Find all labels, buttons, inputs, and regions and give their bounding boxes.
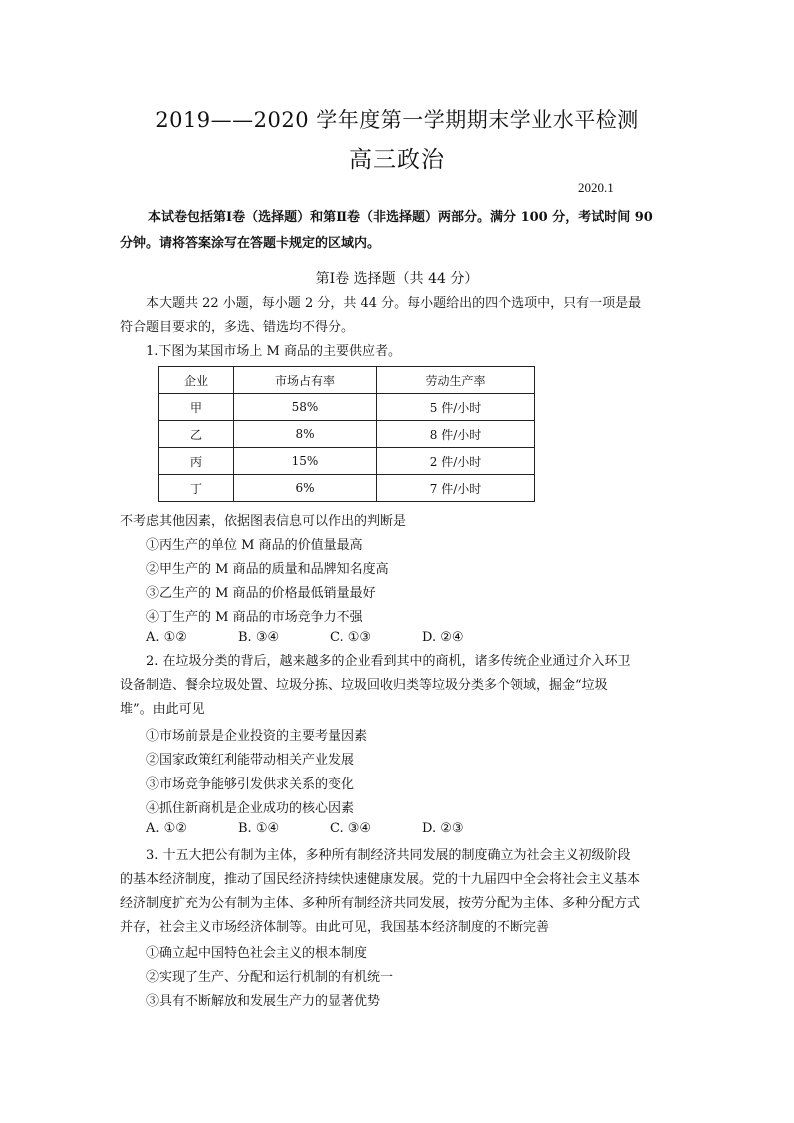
table-cell: 7 件/小时 (377, 475, 535, 502)
q2-option-b[interactable]: B. ①④ (238, 821, 280, 836)
q2-option-c[interactable]: C. ③④ (330, 821, 372, 836)
table-header-cell: 劳动生产率 (377, 367, 535, 394)
table-cell: 甲 (159, 394, 234, 421)
table-row (159, 394, 535, 421)
table-header-cell: 企业 (159, 367, 234, 394)
exam-subject: 高三政治 (349, 147, 445, 173)
q3-item-1: ①确立起中国特色社会主义的根本制度 (146, 946, 368, 961)
q3-stem-line-3: 经济制度扩充为公有制为主体、多种所有制经济共同发展，按劳分配为主体、多种分配方式 (120, 896, 641, 911)
q2-stem (120, 650, 680, 722)
q2-stem-line-1: 2. 在垃圾分类的背后，越来越多的企业看到其中的商机，诸多传统企业通过介入环卫 (146, 654, 631, 669)
section-intro-line-1: 本大题共 22 小题，每小题 2 分，共 44 分。每小题给出的四个选项中，只有一项是最 (146, 296, 642, 311)
table-row (159, 421, 535, 448)
table-cell: 乙 (159, 421, 234, 448)
table-cell: 5 件/小时 (377, 394, 535, 421)
q2-stem-line-2: 设备制造、餐余垃圾处置、垃圾分拣、垃圾回收归类等垃圾分类多个领域，掘金“垃圾 (120, 678, 608, 693)
market-table (158, 366, 535, 502)
table-header-row (159, 367, 535, 394)
q2-options (146, 821, 464, 836)
table-header-cell: 市场占有率 (234, 367, 377, 394)
q3-stem-line-4: 并存，社会主义市场经济体制等。由此可见，我国基本经济制度的不断完善 (120, 920, 550, 935)
table-cell: 丙 (159, 448, 234, 475)
table-cell: 丁 (159, 475, 234, 502)
q2-option-d[interactable]: D. ②③ (422, 821, 464, 836)
q2-option-a[interactable]: A. ①② (146, 821, 187, 836)
q3-stem (120, 844, 680, 940)
q1-option-b[interactable]: B. ③④ (238, 630, 280, 645)
q1-options (146, 630, 464, 645)
q1-question: 不考虑其他因素，依据图表信息可以作出的判断是 (120, 514, 407, 529)
q1-stem: 1.下图为某国市场上 M 商品的主要供应者。 (146, 344, 401, 359)
q3-stem-line-2: 的基本经济制度，推动了国民经济持续快速健康发展。党的十九届四中全会将社会主义基本 (120, 872, 641, 887)
q3-item-2: ②实现了生产、分配和运行机制的有机统一 (146, 970, 394, 985)
table-cell: 8 件/小时 (377, 421, 535, 448)
q1-item-2: ②甲生产的 M 商品的质量和品牌知名度高 (146, 562, 389, 577)
exam-date: 2020.1 (578, 180, 614, 195)
q1-option-a[interactable]: A. ①② (146, 630, 187, 645)
instructions-line-1: 本试卷包括第Ⅰ卷（选择题）和第Ⅱ卷（非选择题）两部分。满分 100 分，考试时间 90 (148, 210, 653, 225)
table-row (159, 475, 535, 502)
q3-item-3: ③具有不断解放和发展生产力的显著优势 (146, 994, 381, 1009)
q3-stem-line-1: 3. 十五大把公有制为主体，多种所有制经济共同发展的制度确立为社会主义初级阶段 (146, 848, 631, 863)
table-row (159, 448, 535, 475)
q1-item-1: ①丙生产的单位 M 商品的价值量最高 (146, 538, 363, 553)
table-cell: 6% (234, 475, 377, 502)
section-intro-line-2: 符合题目要求的，多选、错选均不得分。 (120, 320, 355, 335)
q2-stem-line-3: 堆”。由此可见 (120, 702, 205, 717)
q1-option-c[interactable]: C. ①③ (330, 630, 372, 645)
table-cell: 58% (234, 394, 377, 421)
section-title: 第Ⅰ卷 选择题（共 44 分） (315, 271, 479, 287)
table-cell: 8% (234, 421, 377, 448)
table-cell: 2 件/小时 (377, 448, 535, 475)
instructions-line-2: 分钟。请将答案涂写在答题卡规定的区域内。 (120, 236, 381, 251)
table-cell: 15% (234, 448, 377, 475)
q2-item-1: ①市场前景是企业投资的主要考量因素 (146, 729, 368, 744)
q1-item-4: ④丁生产的 M 商品的市场竞争力不强 (146, 610, 363, 625)
exam-title: 2019——2020 学年度第一学期期末学业水平检测 (155, 108, 639, 132)
q2-item-2: ②国家政策红利能带动相关产业发展 (146, 753, 355, 768)
q1-option-d[interactable]: D. ②④ (422, 630, 464, 645)
q2-item-4: ④抓住新商机是企业成功的核心因素 (146, 801, 355, 816)
q2-item-3: ③市场竞争能够引发供求关系的变化 (146, 777, 355, 792)
section-intro (120, 292, 680, 340)
instructions (120, 205, 680, 257)
q1-item-3: ③乙生产的 M 商品的价格最低销量最好 (146, 586, 376, 601)
